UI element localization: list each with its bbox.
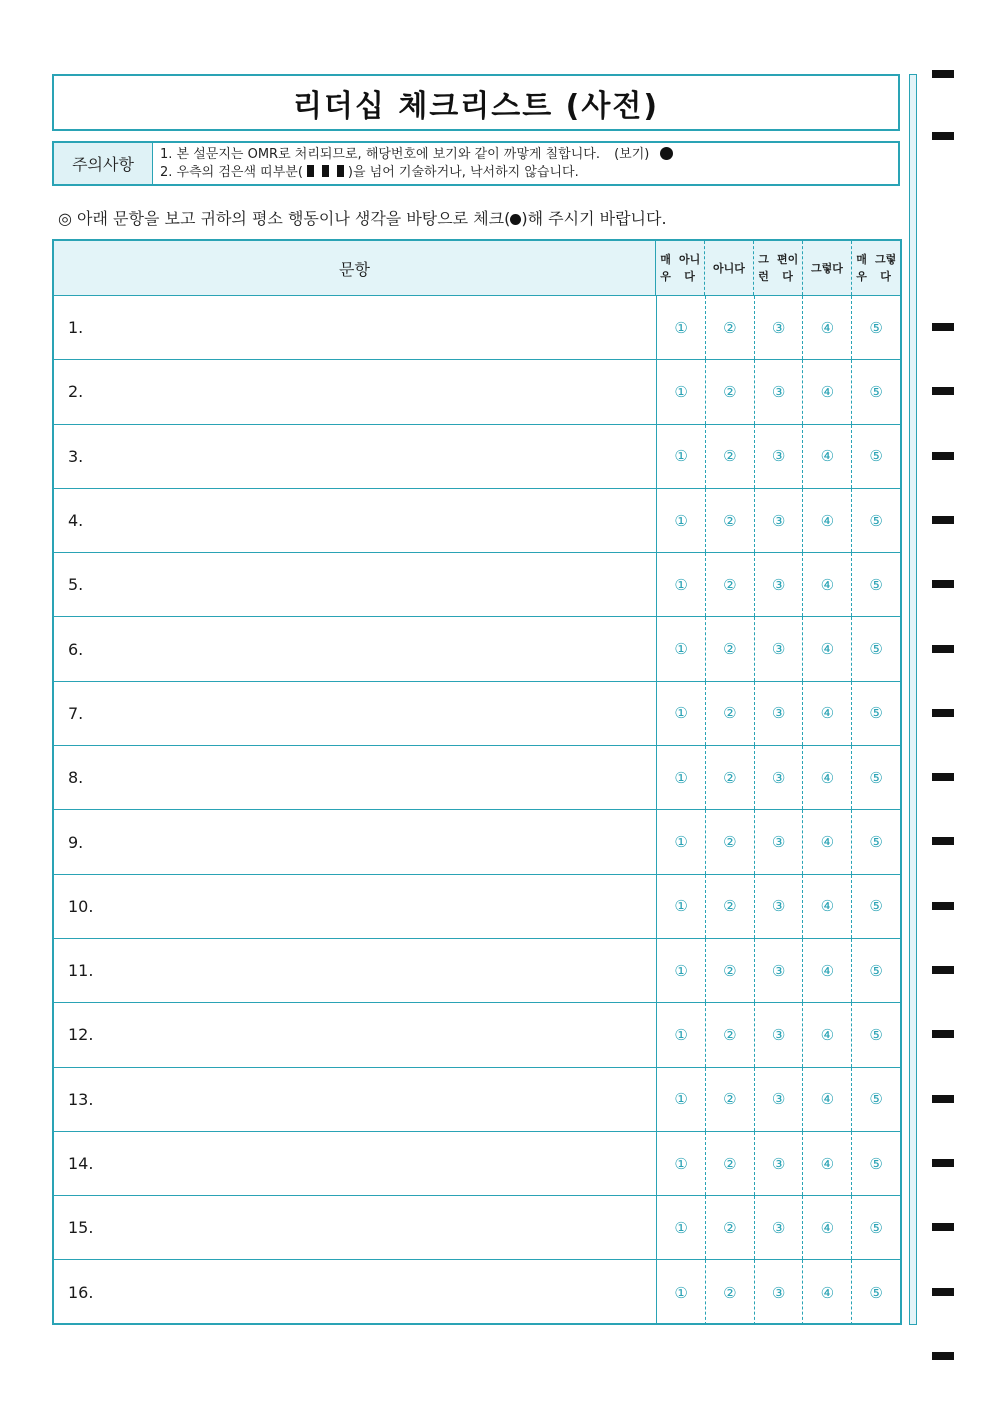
choice-bubble-5[interactable]: ⑤: [869, 1090, 883, 1109]
table-row: [54, 1068, 900, 1132]
question-number: 8.: [54, 746, 657, 809]
question-number: 3.: [54, 425, 657, 488]
choice-bubble-1[interactable]: ①: [657, 489, 706, 552]
timing-mark: [932, 1352, 954, 1360]
question-number: 5.: [54, 553, 657, 616]
notice-label: 주의사항: [54, 143, 153, 184]
question-column-header: 문항: [54, 241, 656, 295]
choice-bubble-1[interactable]: ①: [657, 682, 706, 745]
choice-bubble-5[interactable]: ⑤: [869, 382, 883, 401]
timing-mark: [932, 452, 954, 460]
choice-bubble-5[interactable]: ⑤: [869, 1283, 883, 1302]
option-header-line2: 편이다: [776, 253, 799, 283]
timing-mark: [932, 1159, 954, 1167]
timing-mark: [932, 516, 954, 524]
table-row: [54, 489, 900, 553]
question-number: 6.: [54, 617, 657, 680]
choice-bubble-2[interactable]: ②: [706, 1003, 755, 1066]
table-row: [54, 682, 900, 746]
choice-bubble-5[interactable]: ⑤: [869, 318, 883, 337]
notice-box: [52, 141, 900, 186]
choice-bubble-3[interactable]: ③: [755, 1260, 804, 1324]
choice-bubble-3[interactable]: ③: [755, 425, 804, 488]
choice-bubble-1[interactable]: ①: [657, 1068, 706, 1131]
timing-mark: [932, 709, 954, 717]
timing-mark: [932, 580, 954, 588]
choice-bubble-2[interactable]: ②: [706, 810, 755, 873]
question-number: 2.: [54, 360, 657, 423]
table-header-row: [54, 241, 900, 296]
timing-mark: [932, 70, 954, 78]
question-number: 11.: [54, 939, 657, 1002]
choice-bubble-1[interactable]: ①: [657, 1003, 706, 1066]
choice-bubble-4[interactable]: ④: [803, 810, 852, 873]
black-bar-icon: [322, 165, 329, 177]
choice-bubble-2[interactable]: ②: [706, 939, 755, 1002]
notice-example-label: (보기): [614, 147, 650, 162]
choice-bubble-4[interactable]: ④: [803, 746, 852, 809]
choice-bubble-1[interactable]: ①: [657, 425, 706, 488]
choice-bubble-5[interactable]: ⑤: [869, 768, 883, 787]
timing-mark: [932, 837, 954, 845]
choice-bubble-4[interactable]: ④: [803, 1196, 852, 1259]
filled-dot-icon: [510, 214, 521, 225]
option-header-line1: 그렇다: [811, 261, 843, 275]
choice-bubble-1[interactable]: ①: [657, 746, 706, 809]
question-rows: [54, 296, 900, 1325]
option-header-2: [705, 241, 754, 295]
choice-bubble-3[interactable]: ③: [755, 939, 804, 1002]
choice-bubble-5[interactable]: ⑤: [869, 1154, 883, 1173]
choice-bubble-5[interactable]: ⑤: [869, 447, 883, 466]
option-header-5: [852, 241, 900, 295]
choice-bubble-1[interactable]: ①: [657, 939, 706, 1002]
choice-bubble-2[interactable]: ②: [706, 1260, 755, 1324]
choice-bubble-4[interactable]: ④: [803, 617, 852, 680]
title-box: [52, 74, 900, 131]
notice-line-2-end: )을 넘어 기술하거나, 낙서하지 않습니다.: [347, 165, 579, 180]
notice-line-1-text: 1. 본 설문지는 OMR로 처리되므로, 해당번호에 보기와 같이 까맣게 칠합니다.: [160, 147, 600, 162]
choice-bubble-1[interactable]: ①: [657, 810, 706, 873]
timing-mark: [932, 645, 954, 653]
question-number: 13.: [54, 1068, 657, 1131]
choice-bubble-3[interactable]: ③: [755, 553, 804, 616]
choice-bubble-2[interactable]: ②: [706, 1068, 755, 1131]
choice-bubble-4[interactable]: ④: [803, 553, 852, 616]
table-row: [54, 1260, 900, 1324]
question-number: 7.: [54, 682, 657, 745]
choice-bubble-4[interactable]: ④: [803, 425, 852, 488]
choice-bubble-3[interactable]: ③: [755, 810, 804, 873]
choice-bubble-3[interactable]: ③: [755, 1132, 804, 1195]
choice-bubble-2[interactable]: ②: [706, 682, 755, 745]
table-row: [54, 746, 900, 810]
choice-bubble-1[interactable]: ①: [657, 1260, 706, 1324]
choice-bubble-4[interactable]: ④: [803, 296, 852, 359]
question-number: 4.: [54, 489, 657, 552]
black-bar-icon: [337, 165, 344, 177]
question-number: 14.: [54, 1132, 657, 1195]
timing-mark: [932, 323, 954, 331]
choice-bubble-3[interactable]: ③: [755, 617, 804, 680]
option-headers: [656, 241, 900, 295]
choice-bubble-2[interactable]: ②: [706, 617, 755, 680]
choice-bubble-3[interactable]: ③: [755, 1068, 804, 1131]
table-row: [54, 296, 900, 360]
notice-line-2-start: 2. 우측의 검은색 띠부분(: [160, 165, 303, 180]
table-row: [54, 360, 900, 424]
choice-bubble-2[interactable]: ②: [706, 489, 755, 552]
question-number: 9.: [54, 810, 657, 873]
table-row: [54, 1132, 900, 1196]
choice-bubble-4[interactable]: ④: [803, 1260, 852, 1324]
choice-bubble-5[interactable]: ⑤: [869, 961, 883, 980]
question-number: 16.: [54, 1260, 657, 1324]
choice-bubble-4[interactable]: ④: [803, 875, 852, 938]
table-row: [54, 1196, 900, 1260]
choice-bubble-1[interactable]: ①: [657, 875, 706, 938]
choice-bubble-1[interactable]: ①: [657, 553, 706, 616]
instruction: [58, 206, 667, 229]
timing-mark: [932, 132, 954, 140]
choice-bubble-3[interactable]: ③: [755, 1003, 804, 1066]
choice-bubble-5[interactable]: ⑤: [869, 1218, 883, 1237]
choice-bubble-4[interactable]: ④: [803, 939, 852, 1002]
option-header-line1: 매우: [856, 253, 867, 283]
choice-bubble-5[interactable]: ⑤: [869, 1025, 883, 1044]
choice-bubble-2[interactable]: ②: [706, 746, 755, 809]
checklist-table: [52, 239, 902, 1325]
option-header-line2: 그렇다: [874, 253, 897, 283]
choice-bubble-1[interactable]: ①: [657, 617, 706, 680]
notice-line-1: [160, 146, 673, 164]
choice-bubble-3[interactable]: ③: [755, 360, 804, 423]
choice-bubble-1[interactable]: ①: [657, 360, 706, 423]
choice-bubble-3[interactable]: ③: [755, 875, 804, 938]
option-header-line1: 매우: [660, 253, 671, 283]
choice-bubble-5[interactable]: ⑤: [869, 511, 883, 530]
table-row: [54, 553, 900, 617]
question-number: 15.: [54, 1196, 657, 1259]
choice-bubble-5[interactable]: ⑤: [869, 575, 883, 594]
choice-bubble-4[interactable]: ④: [803, 682, 852, 745]
table-row: [54, 810, 900, 874]
choice-bubble-1[interactable]: ①: [657, 1196, 706, 1259]
table-row: [54, 875, 900, 939]
timing-mark: [932, 902, 954, 910]
table-row: [54, 939, 900, 1003]
instruction-end: )해 주시기 바랍니다.: [521, 209, 667, 228]
option-header-3: [754, 241, 803, 295]
timing-mark: [932, 387, 954, 395]
choice-bubble-3[interactable]: ③: [755, 296, 804, 359]
option-header-4: [803, 241, 852, 295]
choice-bubble-2[interactable]: ②: [706, 360, 755, 423]
timing-mark: [932, 1288, 954, 1296]
choice-bubble-1[interactable]: ①: [657, 1132, 706, 1195]
choice-bubble-2[interactable]: ②: [706, 1196, 755, 1259]
timing-mark: [932, 1030, 954, 1038]
choice-bubble-5[interactable]: ⑤: [869, 640, 883, 659]
question-number: 12.: [54, 1003, 657, 1066]
choice-bubble-4[interactable]: ④: [803, 1003, 852, 1066]
choice-bubble-3[interactable]: ③: [755, 1196, 804, 1259]
table-row: [54, 1003, 900, 1067]
question-number: 1.: [54, 296, 657, 359]
choice-bubble-2[interactable]: ②: [706, 425, 755, 488]
question-number: 10.: [54, 875, 657, 938]
choice-bubble-4[interactable]: ④: [803, 360, 852, 423]
option-header-line1: 그런: [758, 253, 769, 283]
notice-line-2: [160, 164, 673, 182]
table-row: [54, 617, 900, 681]
choice-bubble-2[interactable]: ②: [706, 296, 755, 359]
timing-mark: [932, 966, 954, 974]
choice-bubble-4[interactable]: ④: [803, 1068, 852, 1131]
table-row: [54, 425, 900, 489]
side-strip: [909, 74, 917, 1325]
timing-mark: [932, 773, 954, 781]
choice-bubble-5[interactable]: ⑤: [869, 704, 883, 723]
notice-lines: [153, 143, 673, 184]
choice-bubble-2[interactable]: ②: [706, 1132, 755, 1195]
filled-dot-icon: [660, 147, 673, 160]
choice-bubble-3[interactable]: ③: [755, 489, 804, 552]
option-header-line2: 아니다: [678, 253, 701, 283]
choice-bubble-4[interactable]: ④: [803, 1132, 852, 1195]
option-header-1: [656, 241, 705, 295]
choice-bubble-3[interactable]: ③: [755, 682, 804, 745]
choice-bubble-5[interactable]: ⑤: [869, 897, 883, 916]
timing-mark: [932, 1223, 954, 1231]
choice-bubble-3[interactable]: ③: [755, 746, 804, 809]
choice-bubble-5[interactable]: ⑤: [869, 833, 883, 852]
choice-bubble-1[interactable]: ①: [657, 296, 706, 359]
black-bar-icon: [307, 165, 314, 177]
instruction-start: ◎ 아래 문항을 보고 귀하의 평소 행동이나 생각을 바탕으로 체크(: [58, 209, 511, 228]
page-title: 리더십 체크리스트 (사전): [292, 88, 660, 124]
timing-mark: [932, 1095, 954, 1103]
choice-bubble-4[interactable]: ④: [803, 489, 852, 552]
option-header-line1: 아니다: [713, 261, 745, 275]
choice-bubble-2[interactable]: ②: [706, 875, 755, 938]
choice-bubble-2[interactable]: ②: [706, 553, 755, 616]
